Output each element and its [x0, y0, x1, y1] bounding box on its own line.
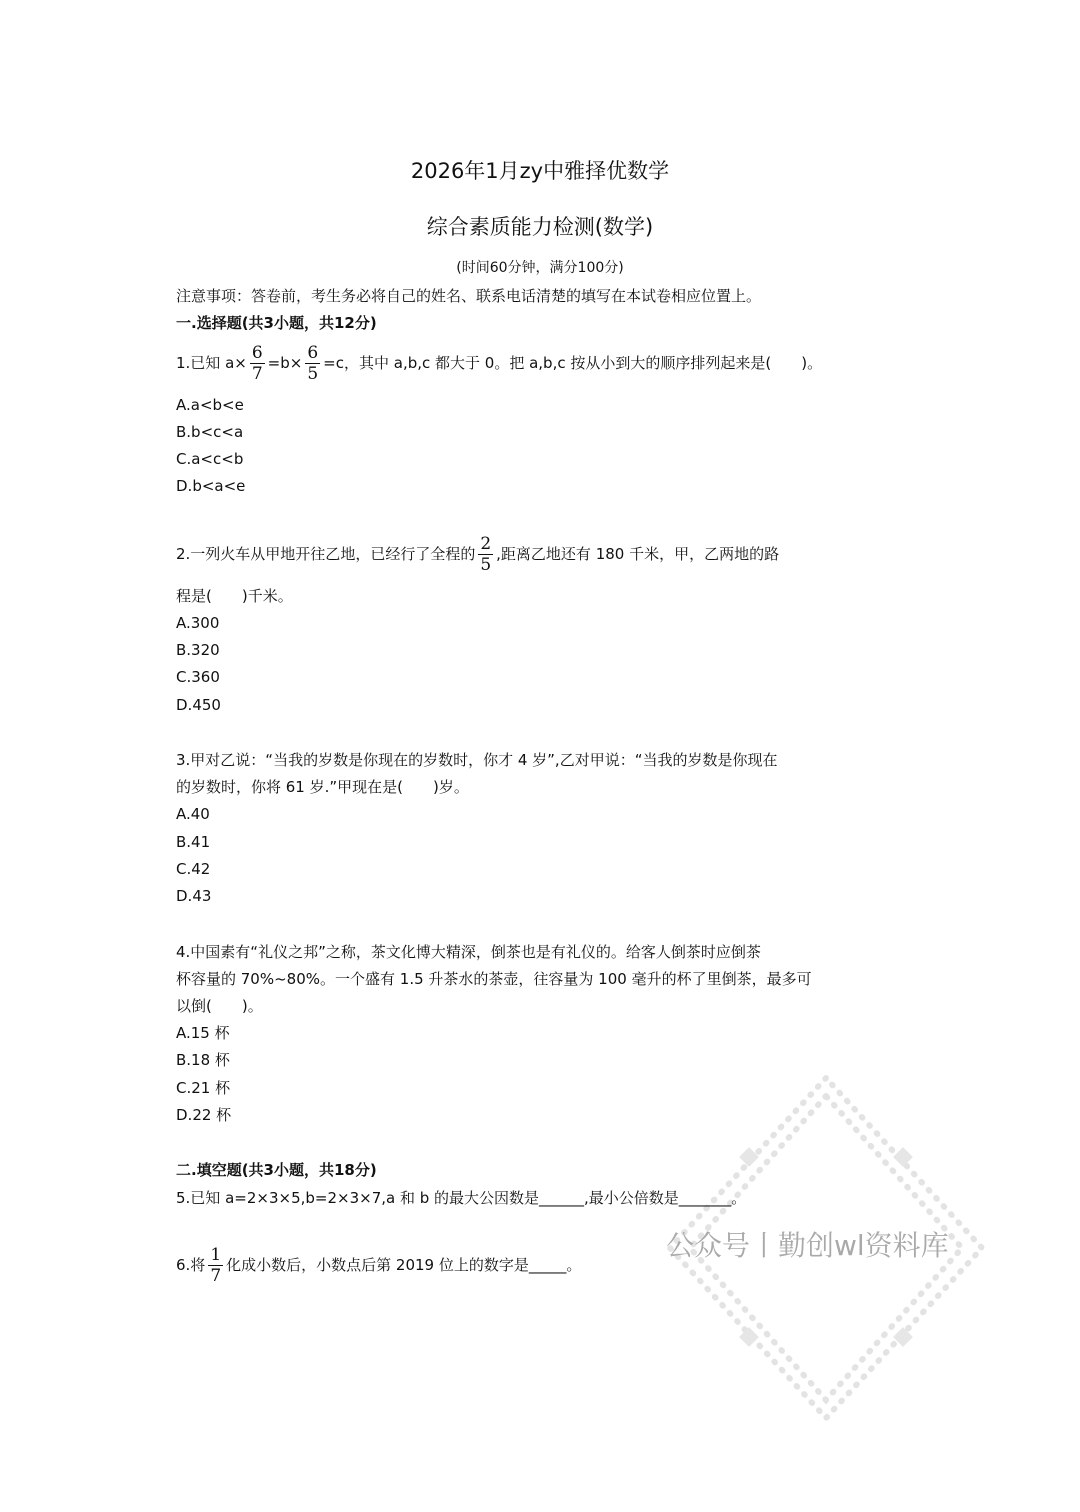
fraction: $\frac{6}{5}$: [307, 343, 319, 384]
q2-suffix: ,距离乙地还有 180 千米，甲，乙两地的路: [496, 545, 780, 563]
fraction: $\frac{2}{5}$: [480, 534, 492, 575]
q2-option-b: B.320: [176, 641, 220, 659]
q1-end: )。: [801, 354, 823, 372]
q4-option-c: C.21 杯: [176, 1079, 231, 1097]
watermark-text: 公众号丨勤创wl资料库: [666, 1229, 949, 1262]
notice: 注意事项：答卷前，考生务必将自己的姓名、联系电话清楚的填写在本试卷相应位置上。: [176, 287, 762, 305]
q2-line2: 程是( )千米。: [176, 587, 293, 605]
question-4-line3: 以倒( )。: [176, 997, 263, 1015]
q1-option-b: B.b<c<a: [176, 423, 244, 441]
question-3-line2: 的岁数时，你将 61 岁.”甲现在是( )岁。: [176, 778, 469, 796]
q3-option-a: A.40: [176, 805, 210, 823]
q4-option-a: A.15 杯: [176, 1024, 230, 1042]
question-1: [176, 341, 822, 385]
q2-option-d: D.450: [176, 696, 221, 714]
q3-option-b: B.41: [176, 833, 211, 851]
exam-subtitle: 综合素质能力检测(数学): [426, 215, 654, 239]
section1-heading: 一.选择题(共3小题，共12分): [176, 314, 377, 332]
exam-info: (时间60分钟，满分100分): [456, 260, 624, 276]
q1-mid: =b×: [267, 354, 303, 372]
exam-title: 2026年1月zy中雅择优数学: [410, 159, 670, 183]
q3-option-d: D.43: [176, 887, 212, 905]
fraction: $\frac{1}{7}$: [210, 1245, 222, 1286]
question-5: 5.已知 a=2×3×5,b=2×3×7,a 和 b 的最大公因数是______,最小公倍数是_______。: [176, 1189, 747, 1207]
q6-suffix: 化成小数后，小数点后第 2019 位上的数字是_____。: [226, 1256, 582, 1274]
q1-suffix: =c，其中 a,b,c 都大于 0。把 a,b,c 按从小到大的顺序排列起来是(: [323, 354, 772, 372]
question-6: [176, 1243, 581, 1287]
q6-prefix: 6.将: [176, 1256, 206, 1274]
q1-option-c: C.a<c<b: [176, 450, 244, 468]
q4-option-d: D.22 杯: [176, 1106, 232, 1124]
question-4-line2: 杯容量的 70%~80%。一个盛有 1.5 升茶水的茶壶，往容量为 100 毫升的杯了里倒茶，最多可: [176, 970, 812, 988]
question-2: [176, 532, 779, 576]
fraction: $\frac{6}{7}$: [251, 343, 263, 384]
q2-prefix: 2.一列火车从甲地开往乙地，已经行了全程的: [176, 545, 476, 563]
question-4-line1: 4.中国素有“礼仪之邦”之称，茶文化博大精深，倒茶也是有礼仪的。给客人倒茶时应倒茶: [176, 943, 761, 961]
q1-option-a: A.a<b<e: [176, 396, 244, 414]
q2-option-c: C.360: [176, 668, 220, 686]
question-3-line1: 3.甲对乙说：“当我的岁数是你现在的岁数时，你才 4 岁”,乙对甲说：“当我的岁数是你现在: [176, 751, 778, 769]
q4-option-b: B.18 杯: [176, 1051, 230, 1069]
q1-option-d: D.b<a<e: [176, 477, 246, 495]
q3-option-c: C.42: [176, 860, 211, 878]
q1-prefix: 1.已知 a×: [176, 354, 247, 372]
section2-heading: 二.填空题(共3小题，共18分): [176, 1161, 377, 1179]
q2-option-a: A.300: [176, 614, 220, 632]
